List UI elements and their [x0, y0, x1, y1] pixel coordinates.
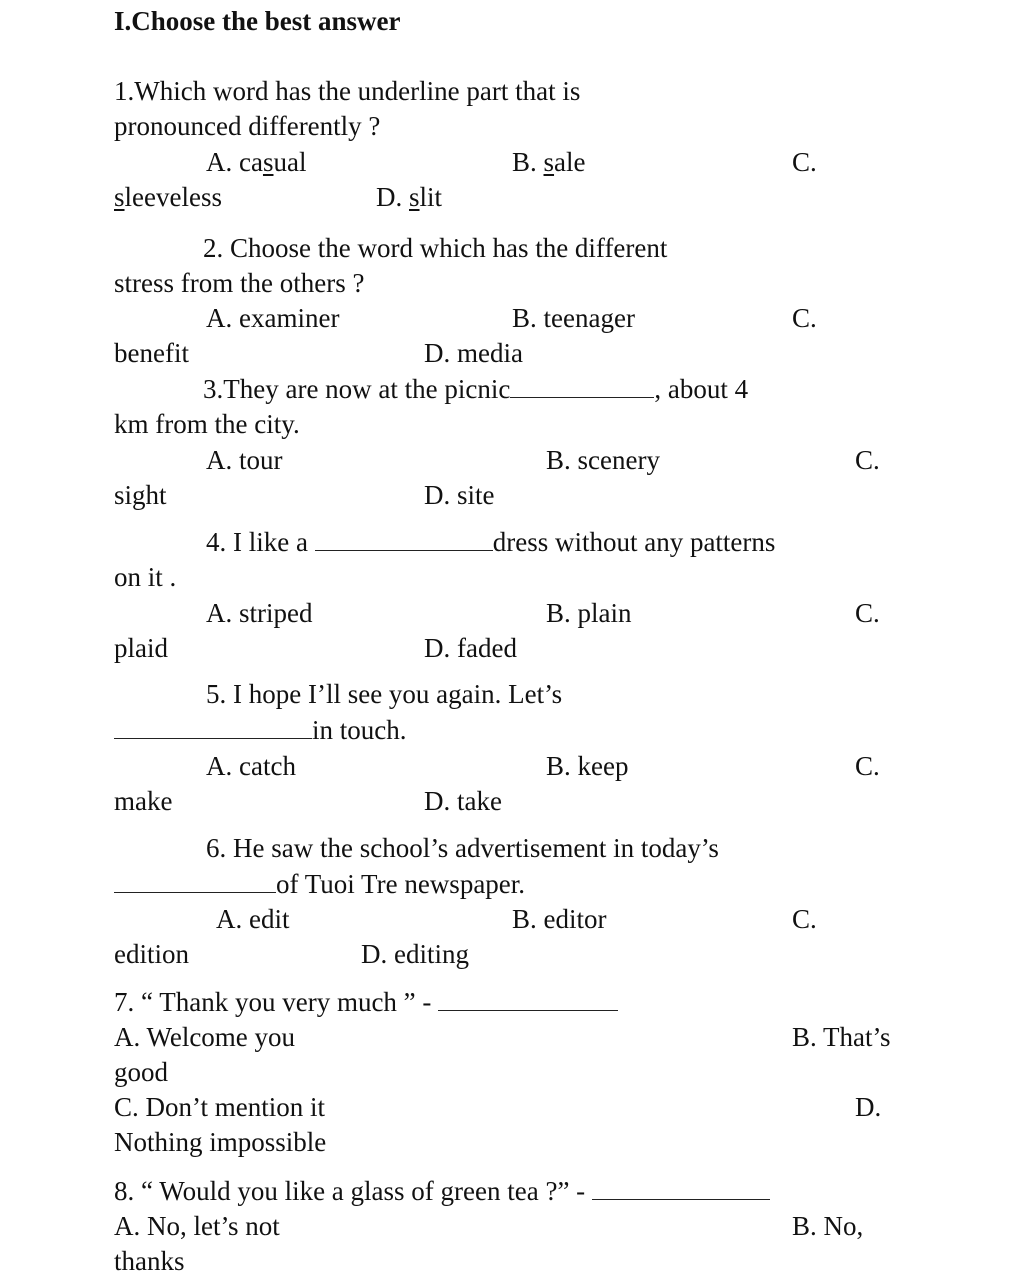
q7-blank[interactable]	[438, 986, 618, 1011]
q8-text-line1: 8. “ Would you like a glass of green tea ?” -	[114, 1174, 770, 1208]
q7-option-d[interactable]: D.	[855, 1092, 882, 1122]
q6-option-a[interactable]: A. edit	[216, 904, 290, 934]
q5-text-line1: 5. I hope I’ll see you again. Let’s	[206, 679, 563, 709]
q6-option-c-text[interactable]: edition	[114, 939, 189, 969]
q7-option-c[interactable]: C. Don’t mention it	[114, 1092, 326, 1122]
q2-option-b[interactable]: B. teenager	[512, 303, 635, 333]
q4-text-line1: 4. I like a dress without any patterns	[206, 527, 776, 557]
q3-option-c-label[interactable]: C.	[855, 445, 880, 475]
q3-option-a[interactable]: A. tour	[206, 445, 283, 475]
q5-option-c-label[interactable]: C.	[855, 751, 880, 781]
q6-text-line2: of Tuoi Tre newspaper.	[114, 867, 525, 901]
q6-text-line1: 6. He saw the school’s advertisement in today’s	[206, 833, 719, 863]
q2-option-a[interactable]: A. examiner	[206, 303, 340, 333]
q4-option-c-label[interactable]: C.	[855, 598, 880, 628]
q1-option-c-text[interactable]: sleeveless	[114, 182, 222, 212]
q3-option-d[interactable]: D. site	[424, 480, 495, 510]
q4-blank[interactable]	[315, 526, 493, 551]
q5-option-b[interactable]: B. keep	[546, 751, 629, 781]
q4-option-d[interactable]: D. faded	[424, 633, 517, 663]
q1-option-a[interactable]: A. casual	[206, 147, 307, 177]
q2-text-line1: 2. Choose the word which has the different	[203, 233, 668, 263]
q8-option-b[interactable]: B. No,	[792, 1211, 864, 1241]
q5-option-d[interactable]: D. take	[424, 786, 502, 816]
q4-option-b[interactable]: B. plain	[546, 598, 632, 628]
q8-option-b-continued[interactable]: thanks	[114, 1246, 185, 1276]
q1-option-d[interactable]: D. slit	[376, 182, 443, 212]
q3-text-line2: km from the city.	[114, 409, 300, 439]
q3-blank[interactable]	[510, 373, 654, 398]
q7-option-b[interactable]: B. That’s	[792, 1022, 891, 1052]
q1-option-b[interactable]: B. sale	[512, 147, 586, 177]
q5-option-a[interactable]: A. catch	[206, 751, 296, 781]
q5-blank[interactable]	[114, 714, 312, 739]
q1-text-line2: pronounced differently ?	[114, 111, 381, 141]
q1-text-line1: 1.Which word has the underline part that is	[114, 76, 581, 106]
q2-option-c-label[interactable]: C.	[792, 303, 817, 333]
q2-option-d[interactable]: D. media	[424, 338, 523, 368]
q5-text-line2: in touch.	[114, 713, 407, 747]
q2-text-line2: stress from the others ?	[114, 268, 365, 298]
q7-option-a[interactable]: A. Welcome you	[114, 1022, 296, 1052]
q6-option-c-label[interactable]: C.	[792, 904, 817, 934]
q3-option-b[interactable]: B. scenery	[546, 445, 660, 475]
section-title: I.Choose the best answer	[114, 6, 401, 36]
q5-option-c-text[interactable]: make	[114, 786, 173, 816]
q8-blank[interactable]	[592, 1175, 770, 1200]
q4-text-line2: on it .	[114, 562, 177, 592]
q7-text-line1: 7. “ Thank you very much ” -	[114, 985, 618, 1019]
q7-option-d-continued[interactable]: Nothing impossible	[114, 1127, 327, 1157]
q4-option-a[interactable]: A. striped	[206, 598, 313, 628]
q7-option-b-continued[interactable]: good	[114, 1057, 168, 1087]
q8-option-a[interactable]: A. No, let’s not	[114, 1211, 280, 1241]
q6-option-d[interactable]: D. editing	[361, 939, 469, 969]
q1-option-c-label[interactable]: C.	[792, 147, 817, 177]
q4-option-c-text[interactable]: plaid	[114, 633, 168, 663]
q6-option-b[interactable]: B. editor	[512, 904, 607, 934]
q3-text-line1: 3.They are now at the picnic , about 4	[203, 374, 749, 404]
q3-option-c-text[interactable]: sight	[114, 480, 167, 510]
q6-blank[interactable]	[114, 868, 276, 893]
q2-option-c-text[interactable]: benefit	[114, 338, 189, 368]
